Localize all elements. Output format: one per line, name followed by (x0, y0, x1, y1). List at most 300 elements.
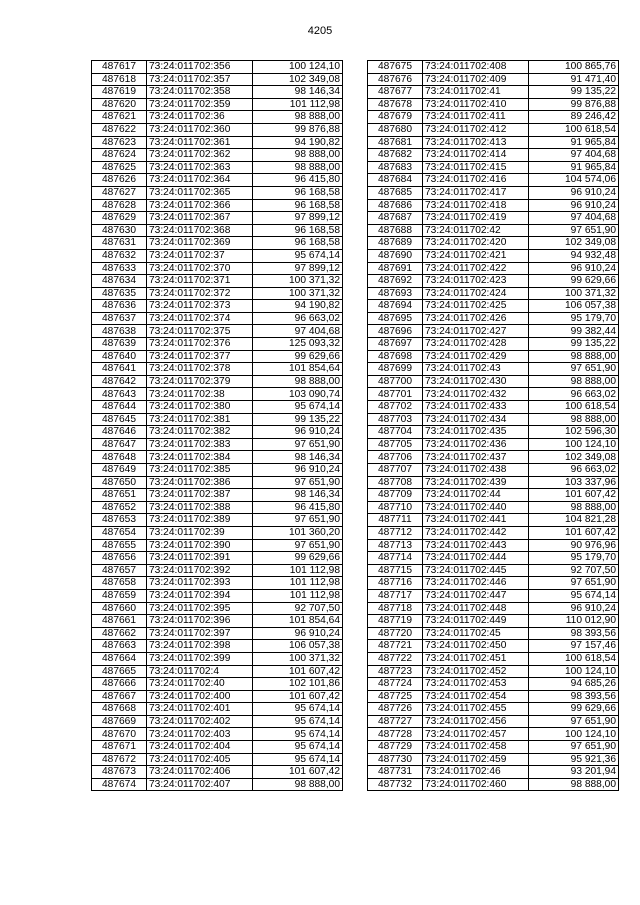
cadastral-number: 73:24:011702:413 (423, 136, 529, 149)
row-number: 487631 (92, 237, 147, 250)
cadastral-number: 73:24:011702:441 (423, 514, 529, 527)
cadastral-number: 73:24:011702:429 (423, 350, 529, 363)
row-value: 99 876,88 (253, 123, 343, 136)
table-row (92, 489, 343, 502)
row-number: 487692 (368, 275, 423, 288)
row-value: 98 888,00 (253, 149, 343, 162)
row-number: 487708 (368, 476, 423, 489)
row-number: 487628 (92, 199, 147, 212)
cadastral-number: 73:24:011702:455 (423, 703, 529, 716)
row-value: 100 124,10 (529, 728, 619, 741)
table-row (368, 526, 619, 539)
row-value: 100 865,76 (529, 61, 619, 74)
row-value: 98 888,00 (529, 778, 619, 791)
row-value: 101 854,64 (253, 615, 343, 628)
cadastral-number: 73:24:011702:384 (147, 451, 253, 464)
cadastral-number: 73:24:011702:412 (423, 123, 529, 136)
cadastral-number: 73:24:011702:451 (423, 652, 529, 665)
cadastral-number: 73:24:011702:444 (423, 552, 529, 565)
row-number: 487683 (368, 161, 423, 174)
cadastral-number: 73:24:011702:396 (147, 615, 253, 628)
row-number: 487646 (92, 426, 147, 439)
row-number: 487730 (368, 753, 423, 766)
cadastral-number: 73:24:011702:381 (147, 413, 253, 426)
table-row (368, 703, 619, 716)
cadastral-number: 73:24:011702:364 (147, 174, 253, 187)
table-row (368, 287, 619, 300)
cadastral-number: 73:24:011702:370 (147, 262, 253, 275)
row-value: 101 112,98 (253, 98, 343, 111)
row-number: 487695 (368, 312, 423, 325)
cadastral-number: 73:24:011702:366 (147, 199, 253, 212)
cadastral-number: 73:24:011702:405 (147, 753, 253, 766)
row-value: 99 629,66 (253, 552, 343, 565)
row-number: 487719 (368, 615, 423, 628)
row-number: 487625 (92, 161, 147, 174)
row-number: 487694 (368, 300, 423, 313)
cadastral-number: 73:24:011702:449 (423, 615, 529, 628)
table-row (92, 212, 343, 225)
cadastral-number: 73:24:011702:45 (423, 627, 529, 640)
row-number: 487659 (92, 589, 147, 602)
cadastral-number: 73:24:011702:445 (423, 564, 529, 577)
row-number: 487699 (368, 363, 423, 376)
table-row (368, 111, 619, 124)
cadastral-number: 73:24:011702:38 (147, 388, 253, 401)
table-row (92, 615, 343, 628)
row-number: 487677 (368, 86, 423, 99)
row-value: 96 168,58 (253, 199, 343, 212)
row-number: 487706 (368, 451, 423, 464)
table-row (92, 690, 343, 703)
row-value: 95 674,14 (253, 753, 343, 766)
row-value: 96 415,80 (253, 501, 343, 514)
table-row (368, 778, 619, 791)
cadastral-number: 73:24:011702:458 (423, 741, 529, 754)
cadastral-number: 73:24:011702:378 (147, 363, 253, 376)
cadastral-number: 73:24:011702:442 (423, 526, 529, 539)
row-value: 100 124,10 (253, 61, 343, 74)
row-value: 98 888,00 (253, 111, 343, 124)
row-number: 487660 (92, 602, 147, 615)
row-value: 101 607,42 (253, 766, 343, 779)
cadastral-number: 73:24:011702:361 (147, 136, 253, 149)
row-number: 487701 (368, 388, 423, 401)
row-number: 487649 (92, 464, 147, 477)
row-value: 98 888,00 (529, 413, 619, 426)
row-number: 487658 (92, 577, 147, 590)
row-number: 487653 (92, 514, 147, 527)
row-value: 97 651,90 (529, 224, 619, 237)
table-row (92, 564, 343, 577)
row-value: 100 371,32 (253, 287, 343, 300)
table-row (368, 438, 619, 451)
table-row (92, 262, 343, 275)
row-value: 100 618,54 (529, 652, 619, 665)
row-number: 487636 (92, 300, 147, 313)
row-value: 100 124,10 (529, 665, 619, 678)
cadastral-number: 73:24:011702:402 (147, 715, 253, 728)
row-value: 91 965,84 (529, 161, 619, 174)
row-value: 101 607,42 (529, 489, 619, 502)
row-number: 487651 (92, 489, 147, 502)
row-number: 487724 (368, 678, 423, 691)
row-value: 98 888,00 (253, 375, 343, 388)
table-row (92, 401, 343, 414)
row-number: 487632 (92, 249, 147, 262)
cadastral-number: 73:24:011702:407 (147, 778, 253, 791)
table-row (92, 703, 343, 716)
row-number: 487686 (368, 199, 423, 212)
row-value: 96 910,24 (253, 464, 343, 477)
table-row (368, 161, 619, 174)
row-number: 487718 (368, 602, 423, 615)
row-value: 96 910,24 (529, 602, 619, 615)
row-number: 487702 (368, 401, 423, 414)
table-row (92, 174, 343, 187)
row-value: 99 629,66 (529, 703, 619, 716)
row-value: 100 618,54 (529, 123, 619, 136)
row-number: 487670 (92, 728, 147, 741)
row-value: 101 112,98 (253, 589, 343, 602)
row-value: 98 393,56 (529, 627, 619, 640)
cadastral-number: 73:24:011702:404 (147, 741, 253, 754)
cadastral-number: 73:24:011702:425 (423, 300, 529, 313)
row-value: 97 651,90 (529, 363, 619, 376)
cadastral-number: 73:24:011702:418 (423, 199, 529, 212)
row-value: 89 246,42 (529, 111, 619, 124)
cadastral-number: 73:24:011702:399 (147, 652, 253, 665)
row-number: 487657 (92, 564, 147, 577)
row-number: 487680 (368, 123, 423, 136)
row-number: 487714 (368, 552, 423, 565)
cadastral-number: 73:24:011702:41 (423, 86, 529, 99)
row-value: 99 629,66 (253, 350, 343, 363)
row-value: 97 157,46 (529, 640, 619, 653)
row-number: 487667 (92, 690, 147, 703)
row-number: 487666 (92, 678, 147, 691)
row-value: 98 146,34 (253, 489, 343, 502)
row-number: 487679 (368, 111, 423, 124)
table-row (368, 325, 619, 338)
row-number: 487656 (92, 552, 147, 565)
row-number: 487716 (368, 577, 423, 590)
table-row (92, 312, 343, 325)
table-row (92, 375, 343, 388)
row-number: 487727 (368, 715, 423, 728)
row-number: 487673 (92, 766, 147, 779)
cadastral-number: 73:24:011702:421 (423, 249, 529, 262)
row-value: 101 607,42 (529, 526, 619, 539)
row-number: 487672 (92, 753, 147, 766)
cadastral-number: 73:24:011702:459 (423, 753, 529, 766)
row-number: 487710 (368, 501, 423, 514)
table-row (92, 577, 343, 590)
table-row (92, 778, 343, 791)
row-number: 487703 (368, 413, 423, 426)
cadastral-number: 73:24:011702:377 (147, 350, 253, 363)
table-row (368, 312, 619, 325)
row-value: 95 179,70 (529, 552, 619, 565)
cadastral-number: 73:24:011702:422 (423, 262, 529, 275)
row-number: 487663 (92, 640, 147, 653)
table-row (92, 73, 343, 86)
row-value: 102 101,86 (253, 678, 343, 691)
table-row (92, 325, 343, 338)
row-value: 100 618,54 (529, 401, 619, 414)
table-row (368, 501, 619, 514)
cadastral-number: 73:24:011702:386 (147, 476, 253, 489)
table-row (92, 602, 343, 615)
row-value: 106 057,38 (253, 640, 343, 653)
row-value: 99 135,22 (253, 413, 343, 426)
cadastral-number: 73:24:011702:426 (423, 312, 529, 325)
row-value: 97 899,12 (253, 262, 343, 275)
cadastral-number: 73:24:011702:443 (423, 539, 529, 552)
cadastral-number: 73:24:011702:437 (423, 451, 529, 464)
table-row (368, 602, 619, 615)
cadastral-number: 73:24:011702:438 (423, 464, 529, 477)
table-row (92, 741, 343, 754)
row-value: 98 888,00 (253, 161, 343, 174)
row-value: 90 976,96 (529, 539, 619, 552)
row-value: 102 349,08 (253, 73, 343, 86)
table-row (92, 715, 343, 728)
table-row (92, 426, 343, 439)
table-row (92, 552, 343, 565)
row-value: 103 090,74 (253, 388, 343, 401)
cadastral-number: 73:24:011702:457 (423, 728, 529, 741)
table-row (368, 73, 619, 86)
table-row (368, 275, 619, 288)
cadastral-number: 73:24:011702:434 (423, 413, 529, 426)
cadastral-number: 73:24:011702:406 (147, 766, 253, 779)
table-row (368, 174, 619, 187)
table-row (368, 728, 619, 741)
row-number: 487726 (368, 703, 423, 716)
row-number: 487647 (92, 438, 147, 451)
table-row (368, 476, 619, 489)
cadastral-number: 73:24:011702:395 (147, 602, 253, 615)
cadastral-number: 73:24:011702:40 (147, 678, 253, 691)
row-number: 487682 (368, 149, 423, 162)
cadastral-number: 73:24:011702:409 (423, 73, 529, 86)
cadastral-number: 73:24:011702:398 (147, 640, 253, 653)
row-number: 487634 (92, 275, 147, 288)
row-number: 487722 (368, 652, 423, 665)
table-row (92, 86, 343, 99)
cadastral-number: 73:24:011702:387 (147, 489, 253, 502)
table-row (92, 161, 343, 174)
row-value: 99 876,88 (529, 98, 619, 111)
row-value: 95 674,14 (253, 249, 343, 262)
cadastral-number: 73:24:011702:408 (423, 61, 529, 74)
row-value: 96 910,24 (253, 426, 343, 439)
table-row (368, 350, 619, 363)
row-value: 95 674,14 (253, 741, 343, 754)
row-number: 487626 (92, 174, 147, 187)
table-row (92, 287, 343, 300)
row-value: 96 663,02 (253, 312, 343, 325)
table-row (92, 627, 343, 640)
table-row (368, 589, 619, 602)
row-value: 95 674,14 (253, 728, 343, 741)
row-number: 487622 (92, 123, 147, 136)
table-row (368, 489, 619, 502)
row-value: 98 888,00 (529, 375, 619, 388)
cadastral-number: 73:24:011702:379 (147, 375, 253, 388)
table-row (368, 615, 619, 628)
row-number: 487654 (92, 526, 147, 539)
cadastral-number: 73:24:011702:393 (147, 577, 253, 590)
row-number: 487705 (368, 438, 423, 451)
cadastral-number: 73:24:011702:424 (423, 287, 529, 300)
table-row (368, 249, 619, 262)
row-number: 487697 (368, 338, 423, 351)
row-number: 487641 (92, 363, 147, 376)
row-number: 487645 (92, 413, 147, 426)
table-row (92, 539, 343, 552)
table-row (92, 199, 343, 212)
cadastral-number: 73:24:011702:380 (147, 401, 253, 414)
table-row (92, 224, 343, 237)
row-value: 102 349,08 (529, 451, 619, 464)
row-number: 487629 (92, 212, 147, 225)
cadastral-number: 73:24:011702:4 (147, 665, 253, 678)
row-number: 487668 (92, 703, 147, 716)
cadastral-number: 73:24:011702:357 (147, 73, 253, 86)
row-value: 98 888,00 (529, 501, 619, 514)
table-row (92, 111, 343, 124)
table-row (92, 514, 343, 527)
table-row (368, 627, 619, 640)
row-number: 487675 (368, 61, 423, 74)
row-number: 487648 (92, 451, 147, 464)
row-value: 96 910,24 (529, 186, 619, 199)
cadastral-number: 73:24:011702:42 (423, 224, 529, 237)
row-value: 103 337,96 (529, 476, 619, 489)
table-row (368, 451, 619, 464)
table-row (368, 766, 619, 779)
cadastral-number: 73:24:011702:410 (423, 98, 529, 111)
cadastral-number: 73:24:011702:423 (423, 275, 529, 288)
row-value: 96 168,58 (253, 224, 343, 237)
table-row (92, 249, 343, 262)
table-row (368, 224, 619, 237)
row-number: 487619 (92, 86, 147, 99)
row-number: 487704 (368, 426, 423, 439)
cadastral-number: 73:24:011702:453 (423, 678, 529, 691)
table-row (368, 715, 619, 728)
row-number: 487729 (368, 741, 423, 754)
row-number: 487655 (92, 539, 147, 552)
row-value: 91 471,40 (529, 73, 619, 86)
cadastral-number: 73:24:011702:400 (147, 690, 253, 703)
row-number: 487717 (368, 589, 423, 602)
right-table (367, 60, 619, 791)
row-number: 487707 (368, 464, 423, 477)
cadastral-number: 73:24:011702:411 (423, 111, 529, 124)
right-table-body (368, 61, 619, 791)
row-number: 487685 (368, 186, 423, 199)
row-number: 487728 (368, 728, 423, 741)
row-number: 487700 (368, 375, 423, 388)
row-value: 96 910,24 (253, 627, 343, 640)
row-number: 487664 (92, 652, 147, 665)
row-number: 487642 (92, 375, 147, 388)
cadastral-number: 73:24:011702:39 (147, 526, 253, 539)
row-number: 487689 (368, 237, 423, 250)
row-value: 125 093,32 (253, 338, 343, 351)
row-number: 487711 (368, 514, 423, 527)
row-value: 110 012,90 (529, 615, 619, 628)
left-table-body (92, 61, 343, 791)
row-value: 91 965,84 (529, 136, 619, 149)
table-row (92, 766, 343, 779)
row-value: 97 404,68 (529, 212, 619, 225)
cadastral-number: 73:24:011702:420 (423, 237, 529, 250)
row-number: 487693 (368, 287, 423, 300)
row-value: 93 201,94 (529, 766, 619, 779)
table-row (92, 476, 343, 489)
row-value: 97 651,90 (253, 539, 343, 552)
row-number: 487732 (368, 778, 423, 791)
cadastral-number: 73:24:011702:440 (423, 501, 529, 514)
cadastral-number: 73:24:011702:367 (147, 212, 253, 225)
row-number: 487635 (92, 287, 147, 300)
row-number: 487627 (92, 186, 147, 199)
table-row (368, 640, 619, 653)
cadastral-number: 73:24:011702:389 (147, 514, 253, 527)
cadastral-number: 73:24:011702:388 (147, 501, 253, 514)
row-number: 487630 (92, 224, 147, 237)
row-number: 487650 (92, 476, 147, 489)
table-row (92, 728, 343, 741)
row-number: 487640 (92, 350, 147, 363)
table-row (368, 363, 619, 376)
cadastral-number: 73:24:011702:365 (147, 186, 253, 199)
cadastral-number: 73:24:011702:385 (147, 464, 253, 477)
row-value: 95 921,36 (529, 753, 619, 766)
row-value: 102 596,30 (529, 426, 619, 439)
cadastral-number: 73:24:011702:369 (147, 237, 253, 250)
row-value: 94 685,26 (529, 678, 619, 691)
row-value: 96 910,24 (529, 262, 619, 275)
row-number: 487713 (368, 539, 423, 552)
cadastral-number: 73:24:011702:439 (423, 476, 529, 489)
cadastral-number: 73:24:011702:36 (147, 111, 253, 124)
table-row (368, 61, 619, 74)
row-number: 487639 (92, 338, 147, 351)
row-value: 97 651,90 (253, 438, 343, 451)
row-number: 487684 (368, 174, 423, 187)
cadastral-number: 73:24:011702:382 (147, 426, 253, 439)
row-number: 487643 (92, 388, 147, 401)
table-row (368, 212, 619, 225)
row-number: 487621 (92, 111, 147, 124)
table-row (368, 86, 619, 99)
row-value: 97 651,90 (529, 741, 619, 754)
table-row (368, 338, 619, 351)
cadastral-number: 73:24:011702:454 (423, 690, 529, 703)
row-number: 487696 (368, 325, 423, 338)
table-row (368, 149, 619, 162)
row-value: 95 674,14 (253, 703, 343, 716)
cadastral-number: 73:24:011702:417 (423, 186, 529, 199)
row-number: 487725 (368, 690, 423, 703)
cadastral-number: 73:24:011702:394 (147, 589, 253, 602)
row-value: 97 404,68 (529, 149, 619, 162)
